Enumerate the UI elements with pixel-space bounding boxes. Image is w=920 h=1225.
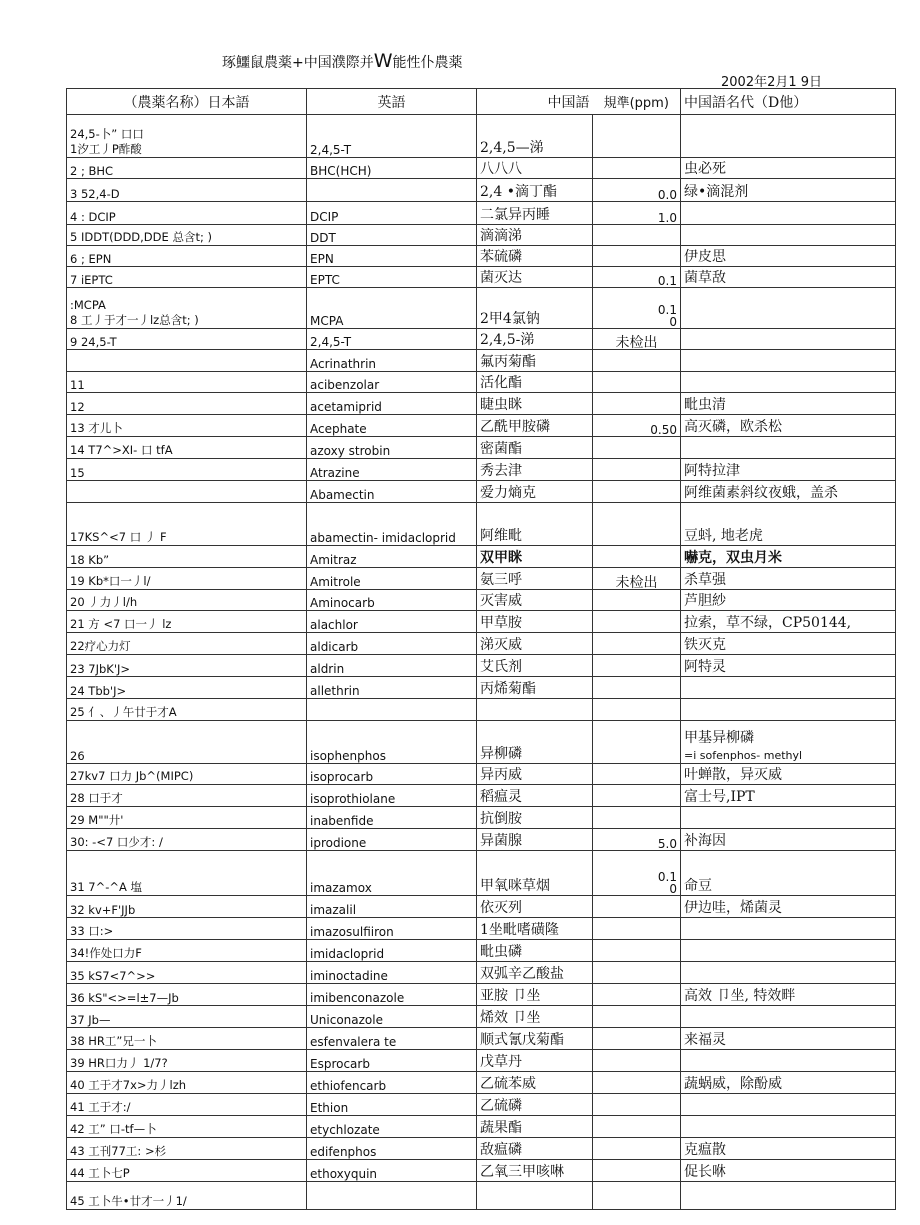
- japanese-name-cell: 37 Jb—: [67, 1006, 307, 1028]
- chinese-name-cell: 苯硫磷: [477, 246, 593, 267]
- chinese-name-cell: 阿维毗: [477, 503, 593, 546]
- japanese-name-cell: 24 Tbb'J>: [67, 677, 307, 699]
- standard-ppm-cell: [593, 1160, 681, 1182]
- japanese-name-cell: 3 52,4-D: [67, 179, 307, 202]
- other-names-cell: [681, 1006, 896, 1028]
- standard-ppm-cell: [593, 721, 681, 764]
- japanese-name-cell: [67, 481, 307, 503]
- japanese-name-cell: 5 IDDT(DDD,DDE 总含t; ): [67, 225, 307, 246]
- other-names-cell: 阿特灵: [681, 655, 896, 677]
- table-row: [67, 568, 896, 590]
- japanese-name-cell: 13 才儿卜: [67, 415, 307, 437]
- table-row: [67, 393, 896, 415]
- standard-ppm-cell: 0.0: [593, 179, 681, 202]
- english-name-cell: DDT: [307, 225, 477, 246]
- english-name-cell: MCPA: [307, 288, 477, 329]
- english-name-cell: iprodione: [307, 829, 477, 851]
- table-row: [67, 611, 896, 633]
- table-row: [67, 1160, 896, 1182]
- standard-ppm-cell: [593, 1138, 681, 1160]
- standard-ppm-cell: 未检出: [593, 568, 681, 590]
- table-row: [67, 851, 896, 896]
- other-names-cell: 伊皮思: [681, 246, 896, 267]
- table-row: [67, 1094, 896, 1116]
- table-row: [67, 699, 896, 721]
- other-names-cell: 蔬蜗威，除酚威: [681, 1072, 896, 1094]
- other-names-cell: 阿特拉津: [681, 459, 896, 481]
- other-names-cell: 毗虫清: [681, 393, 896, 415]
- standard-ppm-cell: [593, 633, 681, 655]
- standard-ppm-cell: [593, 437, 681, 459]
- standard-ppm-cell: [593, 1182, 681, 1210]
- english-name-cell: aldrin: [307, 655, 477, 677]
- table-row: [67, 940, 896, 962]
- chinese-name-cell: 乙硫苯威: [477, 1072, 593, 1094]
- standard-ppm-cell: [593, 1028, 681, 1050]
- japanese-name-cell: :MCPA 8 工丿于才一丿lz总含t; ): [67, 288, 307, 329]
- japanese-name-cell: 17KS^<7 口 丿 F: [67, 503, 307, 546]
- other-names-cell: [681, 918, 896, 940]
- standard-ppm-cell: [593, 807, 681, 829]
- table-row: [67, 437, 896, 459]
- chinese-name-cell: 稻瘟灵: [477, 785, 593, 807]
- japanese-name-cell: 9 24,5-T: [67, 329, 307, 350]
- table-header-row: [67, 89, 896, 115]
- english-name-cell: imazosulfiiron: [307, 918, 477, 940]
- table-row: [67, 962, 896, 984]
- japanese-name-cell: 26: [67, 721, 307, 764]
- english-name-cell: Abamectin: [307, 481, 477, 503]
- japanese-name-cell: 4 : DCIP: [67, 202, 307, 225]
- chinese-name-cell: 依灭列: [477, 896, 593, 918]
- english-name-cell: [307, 179, 477, 202]
- other-names-cell: 铁灭克: [681, 633, 896, 655]
- japanese-name-cell: 41 工于才:/: [67, 1094, 307, 1116]
- other-names-cell: 促长咻: [681, 1160, 896, 1182]
- standard-ppm-cell: [593, 372, 681, 393]
- other-names-cell: [681, 962, 896, 984]
- standard-ppm-cell: [593, 1116, 681, 1138]
- other-names-cell: [681, 807, 896, 829]
- english-name-cell: imidacloprid: [307, 940, 477, 962]
- chinese-name-cell: 1坐毗嗜磺隆: [477, 918, 593, 940]
- standard-ppm-cell: [593, 611, 681, 633]
- table-row: [67, 415, 896, 437]
- japanese-name-cell: 19 Kb*口一丿l/: [67, 568, 307, 590]
- other-names-cell: 芦胆紗: [681, 590, 896, 611]
- pesticide-table: [66, 88, 896, 1210]
- japanese-name-cell: 7 iEPTC: [67, 267, 307, 288]
- english-name-cell: EPN: [307, 246, 477, 267]
- japanese-name-cell: 15: [67, 459, 307, 481]
- chinese-name-cell: 2,4,5-涕: [477, 329, 593, 350]
- standard-ppm-cell: [593, 940, 681, 962]
- english-name-cell: alachlor: [307, 611, 477, 633]
- other-names-cell: 绿•滴混剂: [681, 179, 896, 202]
- chinese-name-cell: 双甲眯: [477, 546, 593, 568]
- japanese-name-cell: 30: -<7 口少才: /: [67, 829, 307, 851]
- other-names-cell: 虫必死: [681, 158, 896, 179]
- english-name-cell: BHC(HCH): [307, 158, 477, 179]
- other-names-cell: [681, 202, 896, 225]
- chinese-name-cell: 密菌酯: [477, 437, 593, 459]
- table-row: [67, 459, 896, 481]
- table-row: [67, 896, 896, 918]
- chinese-name-cell: [477, 699, 593, 721]
- english-name-cell: edifenphos: [307, 1138, 477, 1160]
- document-title: 琢鱷鼠農薬+中国濮際并W能性仆農薬: [222, 50, 463, 72]
- japanese-name-cell: 22疗心力灯: [67, 633, 307, 655]
- other-names-cell: 克瘟散: [681, 1138, 896, 1160]
- chinese-name-cell: 双弧辛乙酸盐: [477, 962, 593, 984]
- standard-ppm-cell: [593, 785, 681, 807]
- japanese-name-cell: 25 亻、丿午廿于才A: [67, 699, 307, 721]
- english-name-cell: aldicarb: [307, 633, 477, 655]
- standard-ppm-cell: [593, 546, 681, 568]
- chinese-name-cell: 爱力熵克: [477, 481, 593, 503]
- english-name-cell: Amitraz: [307, 546, 477, 568]
- english-name-cell: acetamiprid: [307, 393, 477, 415]
- table-row: [67, 807, 896, 829]
- table-row: [67, 590, 896, 611]
- other-names-cell: 高效 卩坐, 特效畔: [681, 984, 896, 1006]
- table-row: [67, 115, 896, 158]
- english-name-cell: isoprothiolane: [307, 785, 477, 807]
- japanese-name-cell: 14 T7^>XI- 口 tfA: [67, 437, 307, 459]
- english-name-cell: DCIP: [307, 202, 477, 225]
- table-row: [67, 246, 896, 267]
- standard-ppm-cell: 1.0: [593, 202, 681, 225]
- other-names-cell: [681, 225, 896, 246]
- english-name-cell: esfenvalera te: [307, 1028, 477, 1050]
- japanese-name-cell: 44 工卜七P: [67, 1160, 307, 1182]
- other-names-cell: 来福灵: [681, 1028, 896, 1050]
- header-english: 英語: [307, 89, 477, 115]
- table-row: [67, 372, 896, 393]
- other-names-cell: [681, 677, 896, 699]
- chinese-name-cell: 菌灭达: [477, 267, 593, 288]
- chinese-name-cell: 乙氧三甲咳啉: [477, 1160, 593, 1182]
- english-name-cell: imazamox: [307, 851, 477, 896]
- other-names-cell: [681, 372, 896, 393]
- standard-ppm-cell: [593, 896, 681, 918]
- header-chinese: 中国語: [477, 89, 593, 115]
- other-names-cell: [681, 350, 896, 372]
- other-names-cell: 嚇克，双虫月米: [681, 546, 896, 568]
- standard-ppm-cell: [593, 677, 681, 699]
- other-names-cell: [681, 1116, 896, 1138]
- japanese-name-cell: 29 M""廾': [67, 807, 307, 829]
- other-names-cell: [681, 1050, 896, 1072]
- other-names-cell: [681, 699, 896, 721]
- header-japanese: （農薬名称）日本語: [67, 89, 307, 115]
- english-name-cell: Atrazine: [307, 459, 477, 481]
- other-names-cell: 富士号,IPT: [681, 785, 896, 807]
- chinese-name-cell: 蔬果酯: [477, 1116, 593, 1138]
- english-name-cell: Esprocarb: [307, 1050, 477, 1072]
- english-name-cell: 2,4,5-T: [307, 115, 477, 158]
- table-row: [67, 918, 896, 940]
- japanese-name-cell: 27kv7 口力 Jb^(MIPC): [67, 764, 307, 785]
- table-row: [67, 329, 896, 350]
- table-row: [67, 1138, 896, 1160]
- chinese-name-cell: 敌瘟磷: [477, 1138, 593, 1160]
- other-names-cell: 阿维菌素斜纹夜蛾，盖杀: [681, 481, 896, 503]
- chinese-name-cell: 氟丙菊酯: [477, 350, 593, 372]
- japanese-name-cell: 12: [67, 393, 307, 415]
- chinese-name-cell: 戊草丹: [477, 1050, 593, 1072]
- chinese-name-cell: 2甲4氯钠: [477, 288, 593, 329]
- japanese-name-cell: 33 口:>: [67, 918, 307, 940]
- japanese-name-cell: 28 口于才: [67, 785, 307, 807]
- standard-ppm-cell: [593, 225, 681, 246]
- chinese-name-cell: 亚胺 卩坐: [477, 984, 593, 1006]
- english-name-cell: etychlozate: [307, 1116, 477, 1138]
- standard-ppm-cell: [593, 246, 681, 267]
- other-names-cell: [681, 940, 896, 962]
- chinese-name-cell: 秀去津: [477, 459, 593, 481]
- other-names-cell: 伊边哇，烯菌灵: [681, 896, 896, 918]
- table-row: [67, 350, 896, 372]
- english-name-cell: inabenfide: [307, 807, 477, 829]
- japanese-name-cell: 11: [67, 372, 307, 393]
- english-name-cell: Aminocarb: [307, 590, 477, 611]
- table-row: [67, 1116, 896, 1138]
- table-row: [67, 1072, 896, 1094]
- chinese-name-cell: 抗倒胺: [477, 807, 593, 829]
- english-name-cell: azoxy strobin: [307, 437, 477, 459]
- table-row: [67, 481, 896, 503]
- other-names-cell: 高灭磷，欧杀松: [681, 415, 896, 437]
- english-name-cell: ethoxyquin: [307, 1160, 477, 1182]
- table-row: [67, 225, 896, 246]
- table-row: [67, 764, 896, 785]
- standard-ppm-cell: [593, 590, 681, 611]
- english-name-cell: [307, 699, 477, 721]
- japanese-name-cell: 38 HR工”兄一卜: [67, 1028, 307, 1050]
- standard-ppm-cell: 0.1: [593, 267, 681, 288]
- chinese-name-cell: 灭害威: [477, 590, 593, 611]
- japanese-name-cell: 35 kS7<7^>>: [67, 962, 307, 984]
- other-names-cell: 拉索，草不绿，CP50144,: [681, 611, 896, 633]
- chinese-name-cell: 活化酯: [477, 372, 593, 393]
- table-row: [67, 785, 896, 807]
- standard-ppm-cell: [593, 481, 681, 503]
- japanese-name-cell: 36 kS"<>=l±7—Jb: [67, 984, 307, 1006]
- japanese-name-cell: 20 丿力丿l/h: [67, 590, 307, 611]
- other-names-cell: 补海因: [681, 829, 896, 851]
- japanese-name-cell: 24,5-卜” 口口 1汐工丿P酢酸: [67, 115, 307, 158]
- standard-ppm-cell: [593, 503, 681, 546]
- standard-ppm-cell: [593, 984, 681, 1006]
- table-row: [67, 829, 896, 851]
- other-names-cell: [681, 1094, 896, 1116]
- other-names-cell: 叶蝉散，异灭威: [681, 764, 896, 785]
- chinese-name-cell: [477, 1182, 593, 1210]
- chinese-name-cell: 二氯异丙睡: [477, 202, 593, 225]
- table-row: [67, 633, 896, 655]
- other-names-cell: 命豆: [681, 851, 896, 896]
- table-row: [67, 984, 896, 1006]
- standard-ppm-cell: [593, 655, 681, 677]
- standard-ppm-cell: 0.1 0: [593, 851, 681, 896]
- chinese-name-cell: 丙烯菊酯: [477, 677, 593, 699]
- standard-ppm-cell: [593, 1072, 681, 1094]
- standard-ppm-cell: [593, 962, 681, 984]
- english-name-cell: isophenphos: [307, 721, 477, 764]
- english-name-cell: iminoctadine: [307, 962, 477, 984]
- table-row: [67, 1006, 896, 1028]
- standard-ppm-cell: [593, 1094, 681, 1116]
- standard-ppm-cell: [593, 918, 681, 940]
- standard-ppm-cell: 未检出: [593, 329, 681, 350]
- standard-ppm-cell: [593, 459, 681, 481]
- chinese-name-cell: 异柳磷: [477, 721, 593, 764]
- standard-ppm-cell: [593, 1050, 681, 1072]
- standard-ppm-cell: [593, 158, 681, 179]
- chinese-name-cell: 涕灭威: [477, 633, 593, 655]
- standard-ppm-cell: [593, 764, 681, 785]
- chinese-name-cell: 2,4 •滴丁酯: [477, 179, 593, 202]
- chinese-name-cell: 乙酰甲胺磷: [477, 415, 593, 437]
- japanese-name-cell: 34!作处口力F: [67, 940, 307, 962]
- english-name-cell: Amitrole: [307, 568, 477, 590]
- japanese-name-cell: 45 工卜牛•廿才一丿1/: [67, 1182, 307, 1210]
- english-name-cell: allethrin: [307, 677, 477, 699]
- standard-ppm-cell: 0.50: [593, 415, 681, 437]
- english-name-cell: EPTC: [307, 267, 477, 288]
- other-names-cell: 豆蚪, 地老虎: [681, 503, 896, 546]
- table-row: [67, 158, 896, 179]
- english-name-cell: Acrinathrin: [307, 350, 477, 372]
- japanese-name-cell: 43 工刊77工: >杉: [67, 1138, 307, 1160]
- table-row: [67, 677, 896, 699]
- standard-ppm-cell: [593, 1006, 681, 1028]
- english-name-cell: 2,4,5-T: [307, 329, 477, 350]
- japanese-name-cell: 40 工于才7x>力丿lzh: [67, 1072, 307, 1094]
- english-name-cell: abamectin- imidacloprid: [307, 503, 477, 546]
- japanese-name-cell: 21 方 <7 口一丿 lz: [67, 611, 307, 633]
- standard-ppm-cell: [593, 699, 681, 721]
- chinese-name-cell: 2,4,5—涕: [477, 115, 593, 158]
- japanese-name-cell: [67, 350, 307, 372]
- header-standard: 規準(ppm): [593, 89, 681, 115]
- chinese-name-cell: 烯效 卩坐: [477, 1006, 593, 1028]
- chinese-name-cell: 异丙威: [477, 764, 593, 785]
- chinese-name-cell: 氨三呼: [477, 568, 593, 590]
- chinese-name-cell: 乙硫磷: [477, 1094, 593, 1116]
- chinese-name-cell: 甲草胺: [477, 611, 593, 633]
- other-names-cell: [681, 288, 896, 329]
- english-name-cell: ethiofencarb: [307, 1072, 477, 1094]
- chinese-name-cell: 八八八: [477, 158, 593, 179]
- table-row: [67, 202, 896, 225]
- document-date: 2002年2月1 9日: [721, 75, 823, 90]
- table-row: [67, 721, 896, 764]
- other-names-cell: 杀草强: [681, 568, 896, 590]
- japanese-name-cell: 2 ; BHC: [67, 158, 307, 179]
- header-other-names: 中国語名代（D他）: [681, 89, 896, 115]
- japanese-name-cell: 32 kv+F'JJb: [67, 896, 307, 918]
- table-row: [67, 267, 896, 288]
- chinese-name-cell: 艾氏剂: [477, 655, 593, 677]
- other-names-cell: [681, 437, 896, 459]
- standard-ppm-cell: [593, 115, 681, 158]
- table-row: [67, 1182, 896, 1210]
- japanese-name-cell: 6 ; EPN: [67, 246, 307, 267]
- english-name-cell: Uniconazole: [307, 1006, 477, 1028]
- japanese-name-cell: 39 HR口力丿 1/7?: [67, 1050, 307, 1072]
- japanese-name-cell: 42 工” 口-tf—卜: [67, 1116, 307, 1138]
- table-row: [67, 503, 896, 546]
- table-row: [67, 1050, 896, 1072]
- chinese-name-cell: 顺式氰戊菊酯: [477, 1028, 593, 1050]
- table-row: [67, 288, 896, 329]
- other-names-cell: [681, 329, 896, 350]
- standard-ppm-cell: 0.1 0: [593, 288, 681, 329]
- standard-ppm-cell: 5.0: [593, 829, 681, 851]
- other-names-cell: 甲基异柳磷 =i sofenphos- methyl: [681, 721, 896, 764]
- japanese-name-cell: 18 Kb”: [67, 546, 307, 568]
- chinese-name-cell: 异菌腺: [477, 829, 593, 851]
- table-row: [67, 546, 896, 568]
- english-name-cell: imazalil: [307, 896, 477, 918]
- english-name-cell: imibenconazole: [307, 984, 477, 1006]
- english-name-cell: isoprocarb: [307, 764, 477, 785]
- chinese-name-cell: 毗虫磷: [477, 940, 593, 962]
- other-names-cell: [681, 1182, 896, 1210]
- english-name-cell: Ethion: [307, 1094, 477, 1116]
- japanese-name-cell: 23 7JbK'J>: [67, 655, 307, 677]
- other-names-cell: [681, 115, 896, 158]
- standard-ppm-cell: [593, 350, 681, 372]
- japanese-name-cell: 31 7^-^A 塩: [67, 851, 307, 896]
- other-names-cell: 菌草敌: [681, 267, 896, 288]
- chinese-name-cell: 睫虫眯: [477, 393, 593, 415]
- english-name-cell: [307, 1182, 477, 1210]
- english-name-cell: acibenzolar: [307, 372, 477, 393]
- table-row: [67, 179, 896, 202]
- chinese-name-cell: 滴滴涕: [477, 225, 593, 246]
- english-name-cell: Acephate: [307, 415, 477, 437]
- table-row: [67, 655, 896, 677]
- chinese-name-cell: 甲氧咪草烟: [477, 851, 593, 896]
- table-row: [67, 1028, 896, 1050]
- standard-ppm-cell: [593, 393, 681, 415]
